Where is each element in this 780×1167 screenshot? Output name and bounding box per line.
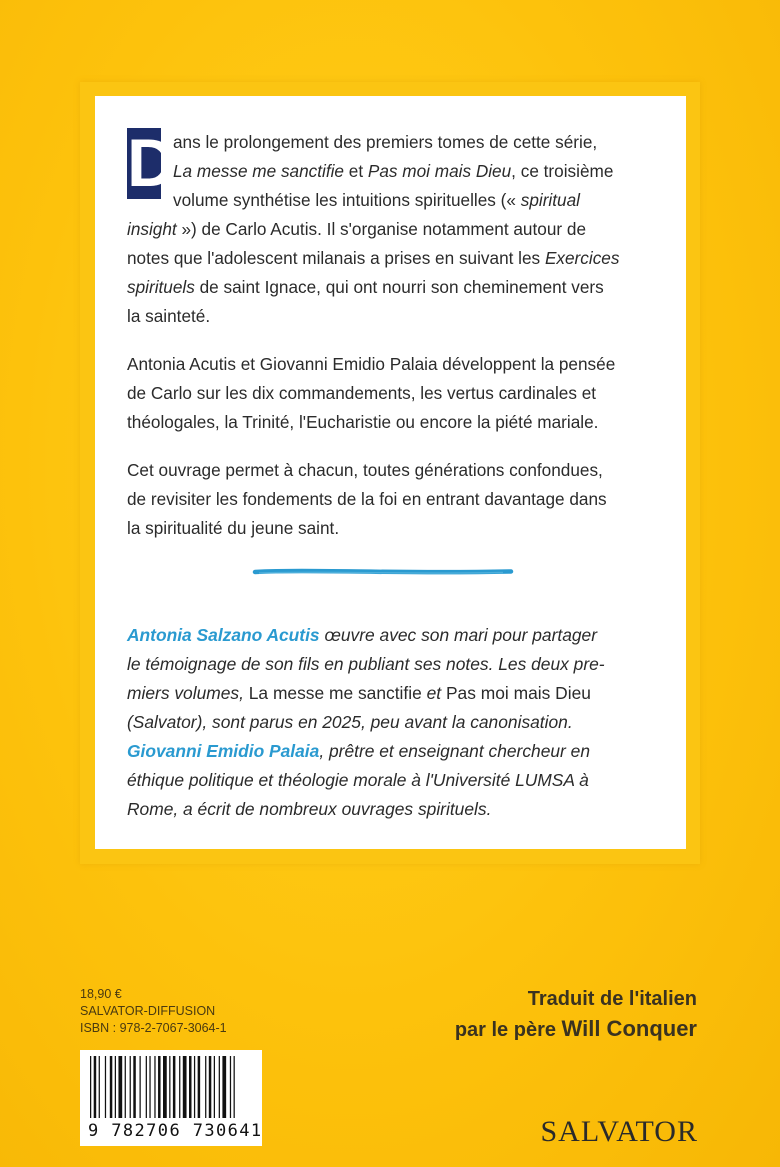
text-line: volume synthétise les intuitions spirituelles (« spiritual: [173, 190, 580, 210]
distributor: SALVATOR-DIFFUSION: [80, 1004, 216, 1018]
text-line: théologales, la Trinité, l'Eucharistie ou encore la piété mariale.: [127, 412, 599, 432]
translator-name: Will Conquer: [561, 1016, 697, 1041]
summary-paragraph-3: [127, 456, 657, 543]
publisher-logo: SALVATOR: [540, 1115, 698, 1148]
isbn: ISBN : 978-2-7067-3064-1: [80, 1021, 227, 1035]
text-line: Giovanni Emidio Palaia, prêtre et enseignant chercheur en: [127, 741, 591, 761]
translation-line-1: Traduit de l'italien: [527, 988, 697, 1010]
text-line: La messe me sanctifie et Pas moi mais Dieu, ce troisième: [173, 161, 614, 181]
text-line: de Carlo sur les dix commandements, les vertus cardinales et: [127, 383, 597, 403]
publication-info: [80, 986, 227, 1037]
author-name: Antonia Salzano Acutis: [127, 625, 320, 645]
text-line: éthique politique et théologie morale à l'Université LUMSA à: [127, 770, 589, 790]
summary-text: [127, 125, 657, 562]
text-line: spirituels de saint Ignace, qui ont nourri son cheminement vers: [127, 277, 604, 297]
price: 18,90 €: [80, 987, 122, 1001]
text-line: la spiritualité du jeune saint.: [127, 518, 340, 538]
author-bios: [127, 621, 657, 824]
summary-paragraph-1: [127, 125, 657, 331]
author-name: Giovanni Emidio Palaia: [127, 741, 320, 761]
translation-line-2: par le père Will Conquer: [454, 1016, 697, 1041]
brush-divider: [253, 568, 513, 576]
barcode-digits: 9 782706 730641: [88, 1121, 263, 1141]
text-line: le témoignage de son fils en publiant ses notes. Les deux pre-: [127, 654, 605, 674]
summary-paragraph-2: [127, 350, 657, 437]
text-line: de revisiter les fondements de la foi en entrant davantage dans: [127, 489, 607, 509]
text-line: Antonia Acutis et Giovanni Emidio Palaia développent la pensée: [127, 354, 616, 374]
text-line: notes que l'adolescent milanais a prises en suivant les Exercices: [127, 248, 620, 268]
text-line: Antonia Salzano Acutis œuvre avec son mari pour partager: [127, 625, 598, 645]
text-line: (Salvator), sont parus en 2025, peu avant la canonisation.: [127, 712, 573, 732]
text-line: la sainteté.: [127, 306, 211, 326]
text-line: Rome, a écrit de nombreux ouvrages spirituels.: [127, 799, 492, 819]
drop-cap: D: [127, 125, 177, 201]
text-line: miers volumes, La messe me sanctifie et Pas moi mais Dieu: [127, 683, 591, 703]
text-line: ans le prolongement des premiers tomes de cette série,: [173, 132, 598, 152]
translation-credit: [455, 984, 697, 1045]
text-line: Cet ouvrage permet à chacun, toutes générations confondues,: [127, 460, 603, 480]
text-line: insight ») de Carlo Acutis. Il s'organise notamment autour de: [127, 219, 586, 239]
